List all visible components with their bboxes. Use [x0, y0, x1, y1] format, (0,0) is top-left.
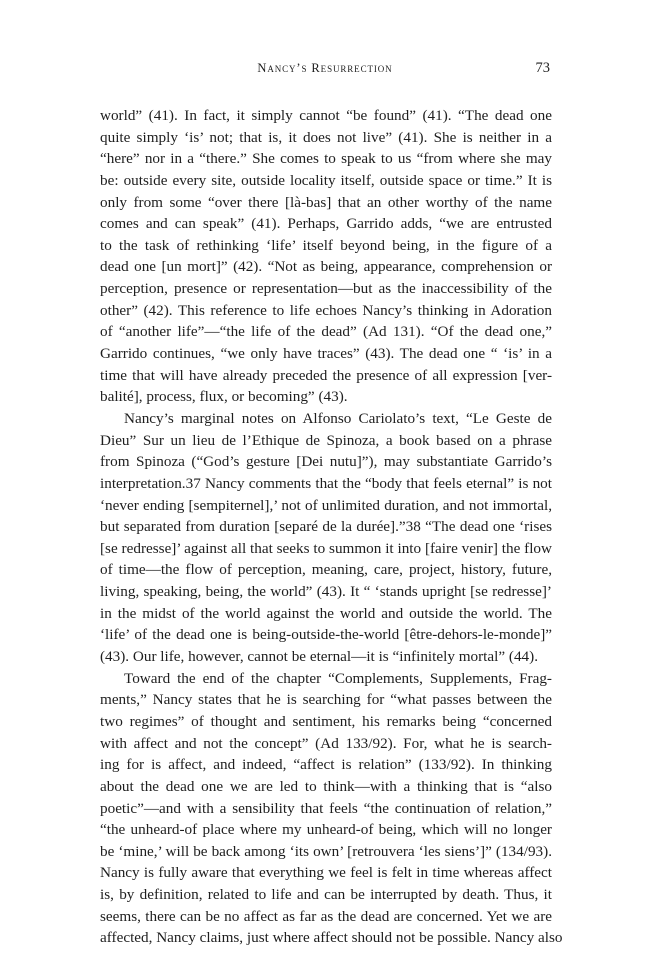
- text-line: to the task of rethinking ‘life’ itself beyond being, in the figure of a: [100, 236, 552, 254]
- text-line: be ‘mine,’ will be back among ‘its own’ [retrouvera ‘les siens’]” (134/93).: [100, 842, 552, 860]
- text-line: comes and can speak” (41). Perhaps, Garrido adds, “we are entrusted: [100, 215, 552, 233]
- text-line: interpretation.37 Nancy comments that the “body that feels eternal” is not: [100, 474, 552, 492]
- text-line: be: outside every site, outside locality itself, outside space or time.” It is: [100, 171, 552, 189]
- text-line: of “another life”—“the life of the dead” (Ad 131). “Of the dead one,”: [100, 323, 552, 341]
- text-line: from Spinoza (“God’s gesture [Dei nutu]”), may substantiate Garrido’s: [100, 453, 552, 471]
- text-line: seems, there can be no affect as far as the dead are concerned. Yet we are: [100, 907, 552, 925]
- text-line: Toward the end of the chapter “Complements, Supplements, Frag-: [124, 669, 552, 687]
- text-line: world” (41). In fact, it simply cannot “be found” (41). “The dead one: [100, 107, 552, 124]
- text-line: dead one [un mort]” (42). “Not as being, appearance, comprehension or: [100, 258, 552, 276]
- text-line: balité], process, flux, or becoming” (43).: [100, 388, 348, 406]
- text-line: only from some “over there [là-bas] that an other worthy of the name: [100, 193, 552, 211]
- text-line: Nancy’s marginal notes on Alfonso Cariolato’s text, “Le Geste de: [124, 409, 552, 427]
- text-line: affected, Nancy claims, just where affect should not be possible. Nancy also: [100, 929, 563, 947]
- text-line: perception, presence or representation—but as the inaccessibility of the: [100, 280, 552, 298]
- body-text: [100, 105, 563, 949]
- text-line: “here” nor in a “there.” She comes to speak to us “from where she may: [100, 150, 552, 168]
- text-line: ing for is affect, and indeed, “affect is relation” (133/92). In thinking: [100, 756, 552, 774]
- text-line: with affect and not the concept” (Ad 133/92). For, what he is search-: [100, 734, 552, 752]
- text-line: [se redresse]’ against all that seeks to summon it into [faire venir] the flow: [100, 539, 552, 557]
- text-line: of time—the flow of perception, meaning, care, project, history, future,: [100, 561, 552, 579]
- text-line: Nancy is fully aware that everything we feel is felt in time whereas affect: [100, 864, 552, 882]
- text-line: living, speaking, being, the world” (43). It “ ‘stands upright [se redresse]’: [100, 583, 552, 601]
- text-line: (43). Our life, however, cannot be eternal—it is “infinitely mortal” (44).: [100, 648, 538, 666]
- text-line: ‘life’ of the dead one is being-outside-the-world [être-dehors-le-monde]”: [100, 626, 552, 644]
- text-line: but separated from duration [separé de la durée].”38 “The dead one ‘rises: [100, 518, 552, 536]
- text-line: ments,” Nancy states that he is searching for “what passes between the: [100, 691, 552, 709]
- text-line: in the midst of the world against the world and outside the world. The: [100, 604, 552, 622]
- page-number: 73: [535, 60, 550, 76]
- text-line: about the dead one we are led to think—with a thinking that is “also: [100, 777, 552, 795]
- text-line: quite simply ‘is’ not; that is, it does not live” (41). She is neither in a: [100, 128, 552, 146]
- running-title: Nancy’s Resurrection: [257, 61, 393, 75]
- text-line: Dieu” Sur un lieu de l’Ethique de Spinoza, a book based on a phrase: [100, 431, 552, 449]
- text-line: time that will have already preceded the presence of all expression [ver-: [100, 366, 552, 384]
- text-line: two regimes” of thought and sentiment, his remarks being “concerned: [100, 712, 552, 730]
- running-head: [100, 61, 550, 81]
- text-line: Garrido continues, “we only have traces” (43). The dead one “ ‘is’ in a: [100, 345, 552, 363]
- text-line: “the unheard-of place where my unheard-of being, which will no longer: [100, 821, 552, 839]
- text-line: is, by definition, related to life and can be interrupted by death. Thus, it: [100, 886, 552, 904]
- text-line: poetic”—and with a sensibility that feels “the continuation of relation,”: [100, 799, 552, 817]
- text-line: ‘never ending [sempiternel],’ not of unlimited duration, and not immortal,: [100, 496, 552, 514]
- text-line: other” (42). This reference to life echoes Nancy’s thinking in Adoration: [100, 301, 552, 319]
